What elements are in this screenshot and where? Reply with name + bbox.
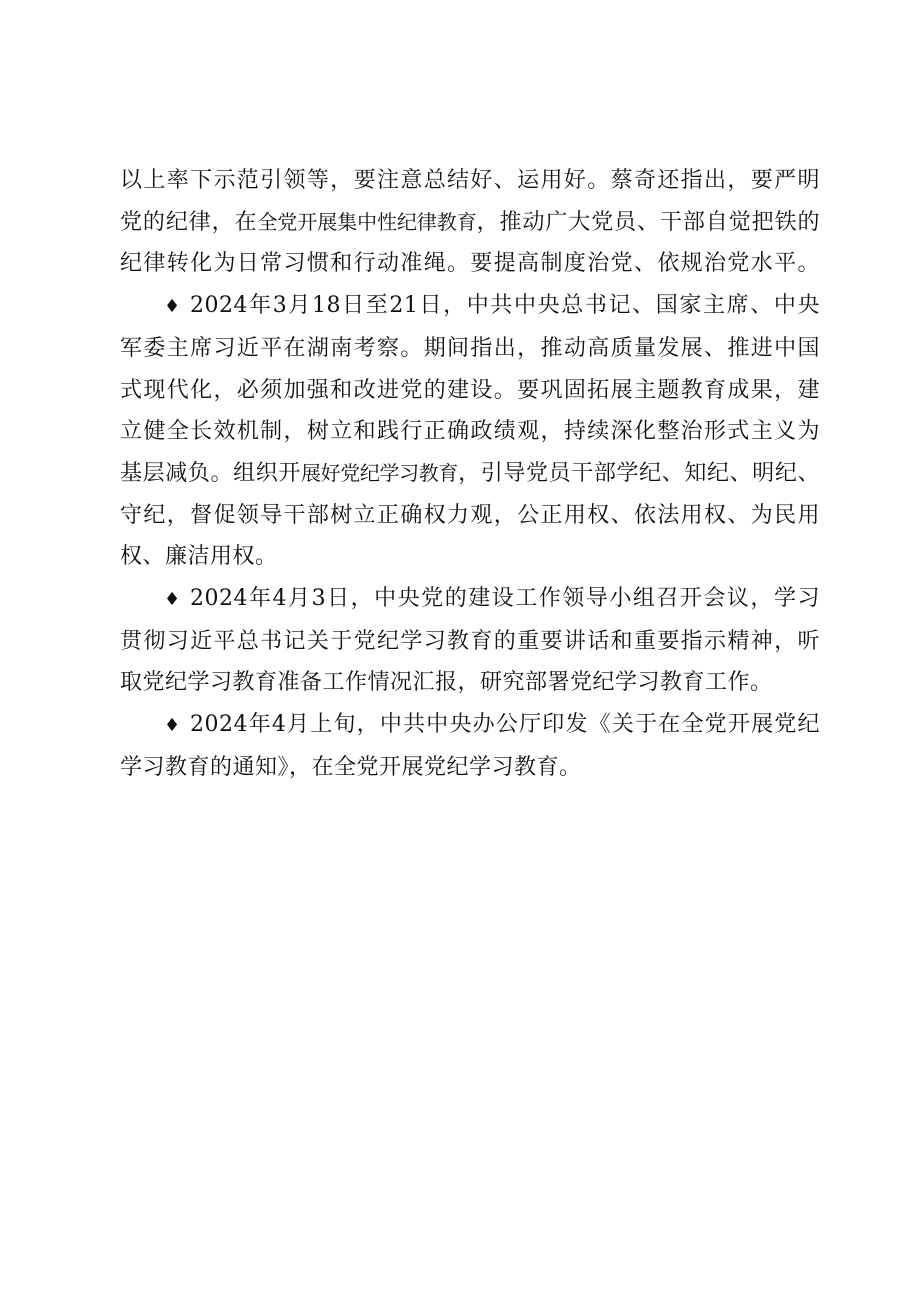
paragraph-2-line-4: 立健全长效机制，树立和践行正确政绩观，持续深化整治形式主义为 xyxy=(120,419,820,445)
paragraph-4-line-2: 学习教育的通知》，在全党开展党纪学习教育。 xyxy=(120,754,582,780)
paragraph-4-line-1 xyxy=(120,704,820,747)
paragraph-1-line-2 xyxy=(120,202,820,244)
paragraph-3-line-3: 取党纪学习教育准备工作情况汇报，研究部署党纪学习教育工作。 xyxy=(120,670,773,696)
diamond-bullet-icon: ♦ xyxy=(164,589,181,611)
paragraph-1-line-3: 纪律转化为日常习惯和行动准绳。要提高制度治党、依规治党水平。 xyxy=(120,251,820,277)
paragraph-2 xyxy=(120,285,820,578)
paragraph-1-line-2-part-c: ，推动广大党员、干部自觉把铁的 xyxy=(476,209,820,235)
paragraph-3-line-1 xyxy=(120,578,820,621)
document-body xyxy=(120,160,820,789)
paragraph-3-line-2: 贯彻习近平总书记关于党纪学习教育的重要讲话和重要指示精神，听 xyxy=(120,628,820,654)
highlighted-phrase-discipline-education: 全党开展集中性纪律教育 xyxy=(257,209,477,234)
diamond-bullet-icon: ♦ xyxy=(164,296,181,318)
paragraph-4-line-1-text: 2024年4月上旬，中共中央办公厅印发《关于在全党开展党纪 xyxy=(190,712,820,738)
paragraph-3-line-1-text: 2024年4月3日，中央党的建设工作领导小组召开会议，学习 xyxy=(190,586,820,612)
paragraph-4 xyxy=(120,704,820,788)
highlighted-phrase-party-discipline-study: 展好党纪学习教育 xyxy=(301,460,459,485)
paragraph-2-line-7: 权、廉洁用权。 xyxy=(120,544,278,570)
paragraph-2-line-6: 守纪，督促领导干部树立正确权力观，公正用权、依法用权、为民用 xyxy=(120,502,820,528)
paragraph-1-line-2-part-a: 党的纪律，在 xyxy=(120,209,258,235)
paragraph-2-line-5-part-a: 基层减负。组织开 xyxy=(120,460,302,486)
diamond-bullet-icon: ♦ xyxy=(164,715,181,737)
paragraph-3 xyxy=(120,578,820,704)
paragraph-2-line-1 xyxy=(120,285,820,328)
paragraph-2-line-1-text: 2024年3月18日至21日，中共中央总书记、国家主席、中央 xyxy=(190,293,820,319)
paragraph-2-line-5-part-c: ，引导党员干部学纪、知纪、明纪、 xyxy=(458,460,820,486)
paragraph-2-line-2: 军委主席习近平在湖南考察。期间指出，推动高质量发展、推进中国 xyxy=(120,335,820,361)
paragraph-2-line-5 xyxy=(120,453,820,495)
paragraph-2-line-3: 式现代化，必须加强和改进党的建设。要巩固拓展主题教育成果，建 xyxy=(120,377,820,403)
paragraph-1-line-1: 以上率下示范引领等，要注意总结好、运用好。蔡奇还指出，要严明 xyxy=(120,168,820,193)
paragraph-1 xyxy=(120,160,820,285)
